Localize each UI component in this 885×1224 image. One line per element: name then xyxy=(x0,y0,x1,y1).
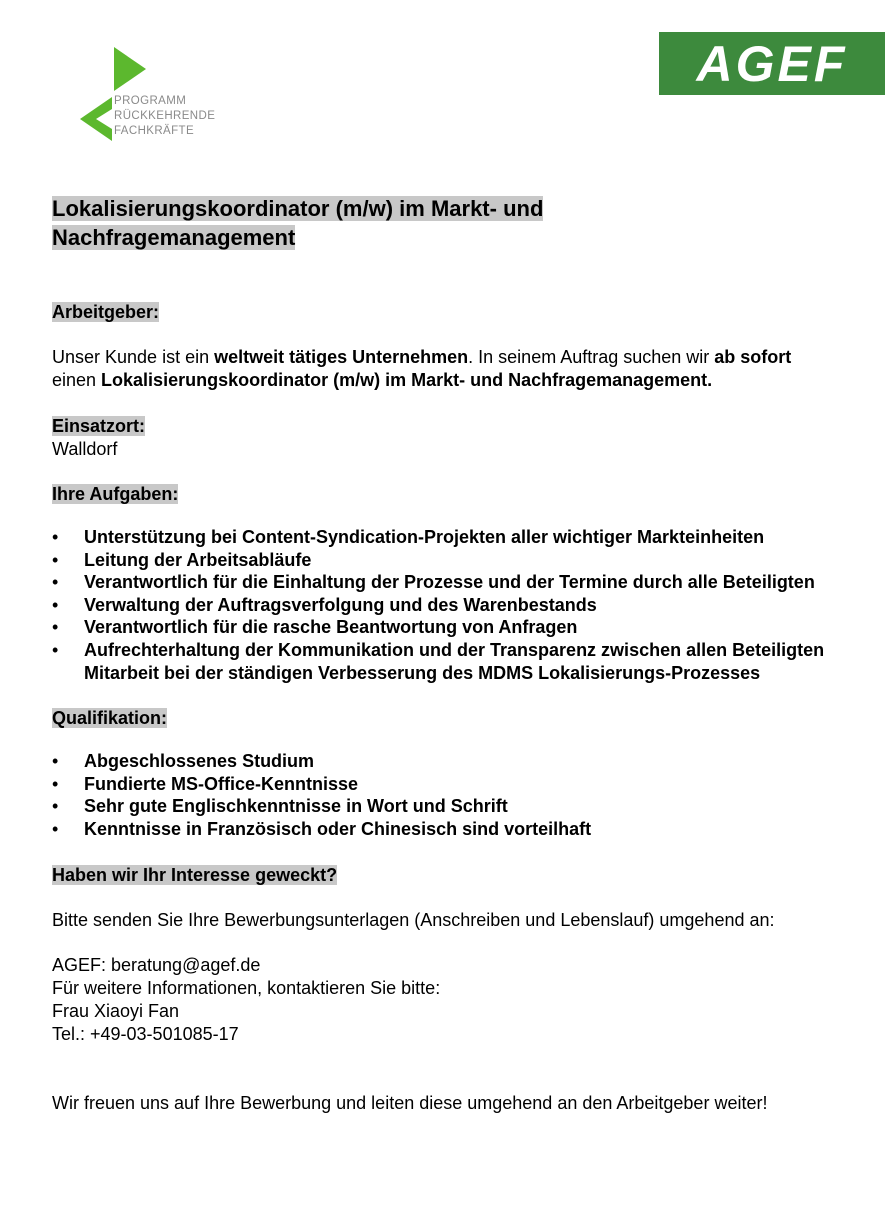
contact-phone: Tel.: +49-03-501085-17 xyxy=(52,1023,239,1044)
employer-bold-2: ab sofort xyxy=(714,347,792,367)
employer-bold-1: weltweit tätiges Unternehmen xyxy=(214,347,469,367)
title-line-1: Lokalisierungskoordinator (m/w) im Markt- und xyxy=(52,196,544,221)
list-item: • Verantwortlich für die Einhaltung der Prozesse und der Termine durch alle Beteiligten xyxy=(52,571,872,594)
program-logo xyxy=(78,45,238,145)
program-logo-text xyxy=(114,94,215,139)
employer-heading-text: Arbeitgeber: xyxy=(52,302,160,322)
contact-name: Frau Xiaoyi Fan xyxy=(52,1000,180,1021)
job-posting xyxy=(52,194,872,1115)
qualification-heading-text: Qualifikation: xyxy=(52,708,168,729)
list-item: • Kenntnisse in Französisch oder Chinesisch sind vorteilhaft xyxy=(52,818,872,841)
contact-info: Für weitere Informationen, kontaktieren Sie bitte: xyxy=(52,977,441,998)
interest-heading xyxy=(52,863,872,887)
employer-text-3: einen xyxy=(52,370,102,390)
interest-heading-text: Haben wir Ihr Interesse geweckt? xyxy=(52,864,338,885)
list-item: • Aufrechterhaltung der Kommunikation und der Transparenz zwischen allen Beteiligten Mitarbeit bei der ständigen Verbesserung des MDMS Lokalisierungs-Prozesses xyxy=(52,639,872,684)
logo-line-2: RÜCKKEHRENDE xyxy=(114,110,216,122)
tasks-list xyxy=(52,526,872,684)
employer-heading xyxy=(52,300,872,324)
list-item: • Unterstützung bei Content-Syndication-Projekten aller wichtiger Markteinheiten xyxy=(52,526,872,549)
contact-block xyxy=(52,954,872,1046)
logo-line-1: PROGRAMM xyxy=(114,95,187,107)
employer-text-1: Unser Kunde ist ein xyxy=(52,347,215,367)
employer-description xyxy=(52,346,872,392)
closing-text: Wir freuen uns auf Ihre Bewerbung und leiten diese umgehend an den Arbeitgeber weiter! xyxy=(52,1092,768,1113)
location-heading-text: Einsatzort: xyxy=(52,416,146,436)
list-item: • Verwaltung der Auftragsverfolgung und des Warenbestands xyxy=(52,594,872,617)
qualification-list xyxy=(52,750,872,840)
interest-text: Bitte senden Sie Ihre Bewerbungsunterlagen (Anschreiben und Lebenslauf) umgehend an: xyxy=(52,909,775,930)
location-value: Walldorf xyxy=(52,439,118,459)
qualification-heading xyxy=(52,706,872,730)
list-item: • Abgeschlossenes Studium xyxy=(52,750,872,773)
location-heading xyxy=(52,414,872,438)
tasks-heading-text: Ihre Aufgaben: xyxy=(52,484,179,504)
employer-bold-3: Lokalisierungskoordinator (m/w) im Markt- und Nachfragemanagement. xyxy=(101,370,713,390)
logo-line-3: FACHKRÄFTE xyxy=(114,125,195,137)
tasks-heading xyxy=(52,482,872,506)
contact-email: AGEF: beratung@agef.de xyxy=(52,954,261,975)
list-item: • Sehr gute Englischkenntnisse in Wort und Schrift xyxy=(52,795,872,818)
title-line-2: Nachfragemanagement xyxy=(52,225,296,250)
agef-logo-text: AGEF xyxy=(696,35,848,92)
list-item: • Leitung der Arbeitsabläufe xyxy=(52,549,872,572)
employer-text-2: . In seinem Auftrag suchen wir xyxy=(468,347,715,367)
list-item: • Fundierte MS-Office-Kenntnisse xyxy=(52,773,872,796)
agef-logo xyxy=(659,32,885,95)
list-item: • Verantwortlich für die rasche Beantwortung von Anfragen xyxy=(52,616,872,639)
page-title xyxy=(52,194,872,252)
